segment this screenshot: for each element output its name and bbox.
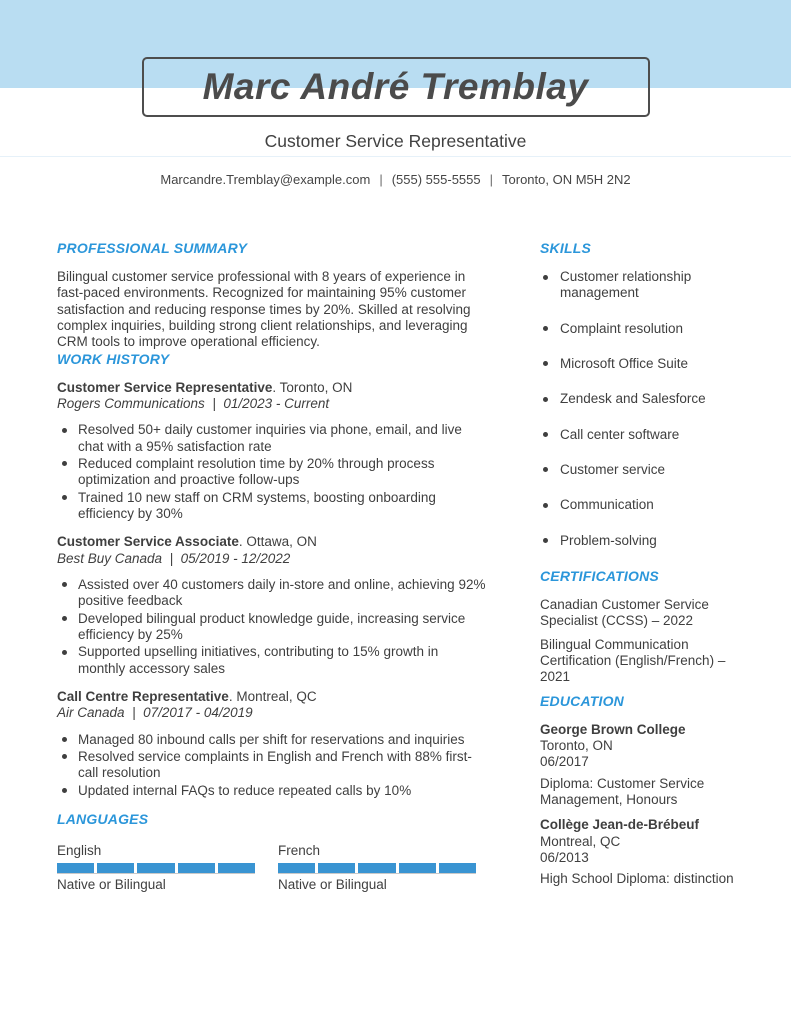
job-separator: | [169, 550, 174, 566]
job-bullet: Supported upselling initiatives, contributing to 15% growth in monthly accessory sales [59, 644, 489, 677]
job-location: . Toronto, ON [272, 379, 353, 395]
header-divider [0, 156, 791, 157]
language-item [278, 843, 476, 894]
education-detail: High School Diploma: distinction [540, 871, 734, 887]
contact-separator: | [379, 172, 383, 187]
contact-phone: (555) 555-5555 [391, 172, 481, 187]
job-company: Best Buy Canada [57, 550, 163, 566]
language-bar-segment [439, 863, 476, 873]
job-title: Customer Service Associate [57, 534, 239, 550]
language-bar-segment [399, 863, 436, 873]
language-bar-segment [57, 863, 94, 873]
language-name: English [57, 842, 102, 858]
job-bullets [57, 732, 489, 799]
job-bullets [57, 577, 489, 677]
job-headline: Customer Service Representative [264, 131, 527, 151]
language-bar-segment [218, 863, 255, 873]
contact-location: Toronto, ON M5H 2N2 [502, 172, 631, 187]
job-bullet: Reduced complaint resolution time by 20% through process optimization and proactive follow-ups [59, 456, 489, 489]
skill-item: Customer relationship management [540, 269, 735, 302]
name-box [142, 57, 650, 117]
job-dates: 05/2019 - 12/2022 [180, 550, 291, 566]
job-location: . Montreal, QC [228, 688, 317, 704]
languages-row [57, 843, 489, 894]
language-bar-segment [358, 863, 395, 873]
education-location: Toronto, ON [540, 737, 613, 753]
job-bullet: Assisted over 40 customers daily in-store and online, achieving 92% positive feedback [59, 577, 489, 610]
language-proficiency-bar [57, 863, 255, 874]
job-title-line [57, 689, 489, 705]
job-bullet: Developed bilingual product knowledge guide, increasing service efficiency by 25% [59, 611, 489, 644]
contact-line [0, 172, 791, 187]
work-history-heading: WORK HISTORY [57, 350, 170, 367]
skill-item: Zendesk and Salesforce [540, 391, 735, 407]
job-title: Call Centre Representative [57, 688, 229, 704]
education-school: George Brown College [540, 721, 686, 737]
left-column [57, 240, 489, 897]
language-bar-segment [278, 863, 315, 873]
contact-separator: | [489, 172, 494, 187]
job-dates: 07/2017 - 04/2019 [143, 705, 253, 721]
job-separator: | [212, 395, 216, 411]
skill-item: Complaint resolution [540, 321, 735, 337]
education-heading: EDUCATION [540, 692, 624, 709]
skills-list [540, 269, 735, 549]
job-company-line [57, 705, 489, 721]
job-dates: 01/2023 - Current [223, 395, 330, 411]
job-title: Customer Service Representative [57, 379, 273, 395]
job-entry [57, 534, 489, 677]
education-date: 06/2017 [540, 754, 589, 770]
certification-item: Canadian Customer Service Specialist (CCSS) – 2022 [540, 596, 709, 629]
job-location: . Ottawa, ON [238, 534, 317, 550]
job-bullet: Resolved service complaints in English and French with 88% first-call resolution [59, 749, 489, 782]
job-title-line [57, 380, 489, 396]
language-proficiency-bar [278, 863, 476, 874]
job-entry [57, 380, 489, 523]
right-column [540, 240, 735, 897]
skill-item: Call center software [540, 427, 735, 443]
job-separator: | [132, 705, 136, 721]
language-level: Native or Bilingual [278, 877, 387, 893]
language-bar-segment [318, 863, 355, 873]
education-entry [540, 722, 735, 809]
language-bar-segment [137, 863, 174, 873]
job-bullet: Trained 10 new staff on CRM systems, boosting onboarding efficiency by 30% [59, 490, 489, 523]
language-name: French [278, 842, 321, 858]
job-company-line [57, 551, 489, 567]
certification-item: Bilingual Communication Certification (English/French) – 2021 [540, 636, 726, 685]
certifications-list [540, 597, 735, 686]
candidate-name: Marc André Tremblay [202, 66, 589, 107]
education-date: 06/2013 [540, 849, 589, 865]
skills-heading: SKILLS [540, 240, 591, 256]
skill-item: Problem-solving [540, 533, 735, 549]
content-columns [57, 240, 735, 897]
education-school: Collège Jean-de-Brébeuf [540, 817, 700, 833]
job-entry [57, 689, 489, 799]
skill-item: Microsoft Office Suite [540, 356, 735, 372]
contact-email: Marcandre.Tremblay@example.com [160, 172, 371, 187]
education-detail: Diploma: Customer Service Management, Honours [540, 775, 705, 807]
job-company: Rogers Communications [57, 395, 205, 411]
job-bullet: Resolved 50+ daily customer inquiries via phone, email, and live chat with a 95% satisfaction rate [59, 422, 489, 455]
language-item [57, 843, 255, 894]
education-location: Montreal, QC [540, 833, 621, 849]
languages-heading: LANGUAGES [57, 810, 149, 827]
job-bullets [57, 422, 489, 522]
skill-item: Communication [540, 497, 735, 513]
skill-item: Customer service [540, 462, 735, 478]
language-bar-segment [97, 863, 134, 873]
certifications-heading: CERTIFICATIONS [540, 567, 659, 584]
job-company-line [57, 396, 489, 412]
language-bar-segment [178, 863, 215, 873]
education-entry [540, 817, 735, 887]
job-title-line [57, 534, 489, 550]
summary-text: Bilingual customer service professional with 8 years of experience in fast-paced environments. Recognized for maintaining 95% customer satisfaction and reducing response times by 20%. Skilled at resolving complex inquiries, building strong client relationships, and leveraging CRM tools to improve operational efficiency. [57, 269, 471, 350]
language-level: Native or Bilingual [57, 877, 166, 893]
job-bullet: Managed 80 inbound calls per shift for reservations and inquiries [59, 732, 489, 748]
job-company: Air Canada [57, 705, 125, 721]
summary-heading: PROFESSIONAL SUMMARY [57, 240, 248, 256]
job-bullet: Updated internal FAQs to reduce repeated calls by 10% [59, 783, 489, 799]
